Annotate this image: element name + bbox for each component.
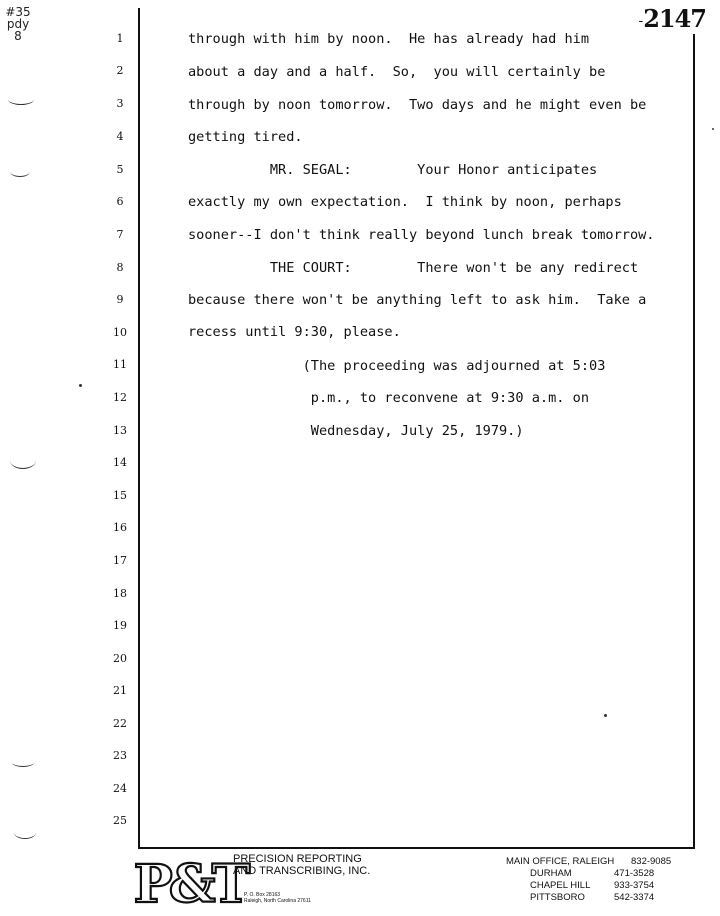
- line-number: 20: [113, 652, 127, 665]
- line-number: 25: [113, 814, 127, 827]
- line-number: 1: [116, 32, 124, 45]
- office-phone: 542-3374: [614, 892, 655, 903]
- address-line1: P. O. Box 28163: [244, 892, 281, 898]
- logo-text: P&T: [133, 854, 247, 915]
- transcript-line: through with him by noon. He has already had him: [188, 31, 590, 47]
- scan-mark: [14, 826, 36, 839]
- office-city: PITTSBORO: [530, 892, 585, 903]
- company-name-line1: PRECISION REPORTING: [233, 853, 362, 865]
- office-city: CHAPEL HILL: [530, 880, 591, 891]
- line-number: 4: [116, 130, 124, 143]
- address-line2: Raleigh, North Carolina 27611: [244, 898, 311, 904]
- line-number: 10: [113, 326, 127, 339]
- page-number: [638, 4, 706, 33]
- page-number-dash: -: [638, 12, 643, 29]
- line-number: 24: [113, 782, 127, 795]
- left-margin-rule: [138, 8, 140, 848]
- company-name-line2: AND TRANSCRIBING, INC.: [233, 865, 371, 877]
- scan-speck: [712, 128, 714, 130]
- scan-speck: [79, 384, 82, 387]
- transcript-line: sooner--I don't think really beyond lunch break tomorrow.: [188, 227, 655, 243]
- line-number: 16: [113, 521, 127, 534]
- footer-company: [233, 853, 370, 877]
- office-phone: 933-3754: [614, 880, 655, 891]
- line-number: 22: [113, 717, 127, 730]
- margin-note: [0, 6, 36, 42]
- line-number: 18: [113, 587, 127, 600]
- page-number-value: 2147: [643, 4, 706, 33]
- company-logo: [133, 852, 247, 915]
- transcript-line: (The proceeding was adjourned at 5:03: [188, 358, 606, 374]
- line-number: 14: [113, 456, 127, 469]
- line-number: 23: [113, 749, 127, 762]
- line-number: 6: [116, 195, 124, 208]
- transcript-line: THE COURT: There won't be any redirect: [188, 260, 639, 276]
- scan-mark: [10, 166, 30, 177]
- office-phone: 832-9085: [631, 856, 672, 867]
- office-city: MAIN OFFICE, RALEIGH: [506, 856, 615, 867]
- scan-speck: [604, 714, 607, 717]
- line-number: 9: [116, 293, 124, 306]
- transcript-line: exactly my own expectation. I think by noon, perhaps: [188, 194, 622, 210]
- transcript-line: getting tired.: [188, 129, 303, 145]
- line-number: 17: [113, 554, 127, 567]
- transcript-line: through by noon tomorrow. Two days and he might even be: [188, 97, 647, 113]
- transcript-line: recess until 9:30, please.: [188, 324, 401, 340]
- line-number: 8: [116, 261, 124, 274]
- line-number: 21: [113, 684, 127, 697]
- line-number: 5: [116, 163, 124, 176]
- right-margin-rule: [693, 34, 695, 849]
- line-number: 12: [113, 391, 127, 404]
- office-phone: 471-3528: [614, 868, 655, 879]
- line-number: 15: [113, 489, 127, 502]
- scan-mark: [12, 758, 34, 767]
- scan-mark: [10, 452, 36, 469]
- transcript-line: Wednesday, July 25, 1979.): [188, 423, 524, 439]
- bottom-rule: [138, 847, 695, 849]
- margin-note-line: pdy: [6, 17, 30, 31]
- line-number: 3: [116, 97, 124, 110]
- transcript-line: MR. SEGAL: Your Honor anticipates: [188, 162, 598, 178]
- line-number: 11: [113, 358, 127, 371]
- office-city: DURHAM: [530, 868, 572, 879]
- transcript-line: because there won't be anything left to ask him. Take a: [188, 292, 647, 308]
- scan-mark: [8, 94, 34, 105]
- line-number: 7: [116, 228, 124, 241]
- line-number: 13: [113, 424, 127, 437]
- transcript-line: p.m., to reconvene at 9:30 a.m. on: [188, 390, 590, 406]
- line-number: 2: [116, 64, 124, 77]
- transcript-line: about a day and a half. So, you will certainly be: [188, 64, 606, 80]
- footer-address: [244, 892, 311, 904]
- margin-note-line: 8: [14, 29, 22, 43]
- line-number: 19: [113, 619, 127, 632]
- margin-note-line: #35: [5, 5, 31, 19]
